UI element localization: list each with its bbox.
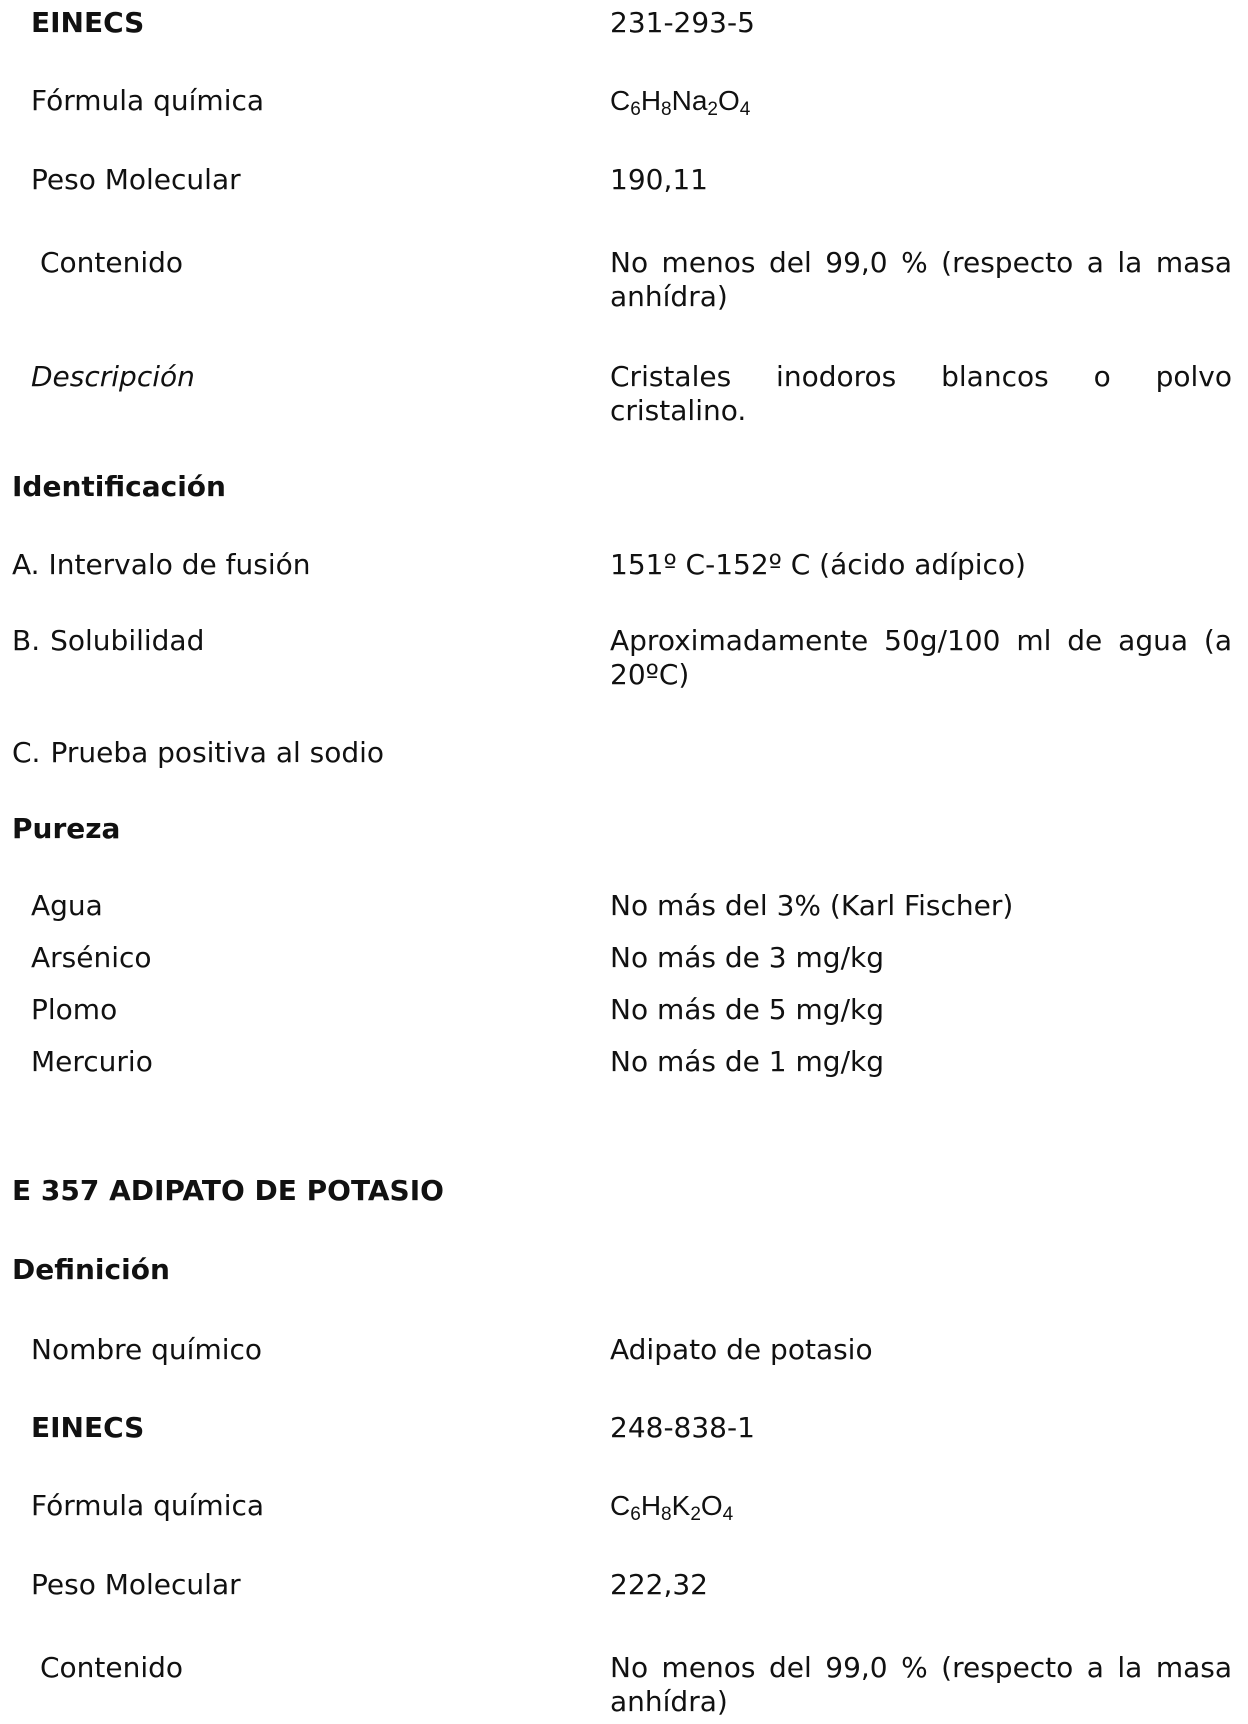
purity-row-value: No más de 5 mg/kg xyxy=(610,993,884,1026)
formula-label: Fórmula química xyxy=(31,84,265,117)
formula-element: C xyxy=(610,85,631,116)
formula-subscript: 6 xyxy=(630,1504,641,1525)
formula-element: K xyxy=(671,1490,691,1521)
content-value: No menos del 99,0 % (respecto a la masa anhídra) xyxy=(610,1651,1232,1718)
purity-heading: Pureza xyxy=(12,812,121,845)
identification-a-value: 151º C-152º C (ácido adípico) xyxy=(610,548,1026,581)
formula-subscript: 4 xyxy=(722,1504,734,1525)
einecs-value: 248-838-1 xyxy=(610,1411,755,1444)
chemical-name-value: Adipato de potasio xyxy=(610,1333,873,1366)
formula-label: Fórmula química xyxy=(31,1489,265,1522)
chemical-name-label: Nombre químico xyxy=(31,1333,263,1366)
identification-heading: Identificación xyxy=(12,470,226,503)
identification-c-label xyxy=(12,736,384,770)
content-value: No menos del 99,0 % (respecto a la masa anhídra) xyxy=(610,246,1232,313)
formula-element: O xyxy=(700,1490,723,1521)
identification-c-prefix: C. xyxy=(12,736,41,769)
purity-row-value: No más de 1 mg/kg xyxy=(610,1045,884,1078)
formula-subscript: 8 xyxy=(661,99,672,120)
description-label: Descripción xyxy=(31,360,195,393)
formula-subscript: 2 xyxy=(707,99,718,120)
formula-element: H xyxy=(640,1490,662,1521)
purity-row-label: Plomo xyxy=(31,993,118,1026)
section-title: E 357 ADIPATO DE POTASIO xyxy=(12,1174,444,1207)
definition-heading: Definición xyxy=(12,1253,170,1286)
purity-row-value: No más de 3 mg/kg xyxy=(610,941,884,974)
formula-element: Na xyxy=(671,85,708,116)
chemical-formula xyxy=(610,1489,1232,1527)
identification-b-text: Solubilidad xyxy=(50,624,205,657)
identification-b-label xyxy=(12,624,204,658)
identification-c-text: Prueba positiva al sodio xyxy=(50,736,385,769)
formula-subscript: 4 xyxy=(739,99,751,120)
molecular-weight-value: 190,11 xyxy=(610,163,708,196)
content-label: Contenido xyxy=(40,246,184,279)
description-value: Cristales inodoros blancos o polvo cristalino. xyxy=(610,360,1232,427)
chemical-formula xyxy=(610,84,1232,122)
einecs-label: EINECS xyxy=(31,6,145,39)
formula-element: H xyxy=(640,85,662,116)
purity-row-value: No más del 3% (Karl Fischer) xyxy=(610,889,1014,922)
identification-a-label: A. Intervalo de fusión xyxy=(12,548,311,581)
purity-row-label: Agua xyxy=(31,889,103,922)
molecular-weight-label: Peso Molecular xyxy=(31,163,241,196)
identification-b-prefix: B. xyxy=(12,624,41,657)
formula-subscript: 2 xyxy=(690,1504,701,1525)
content-label: Contenido xyxy=(40,1651,184,1684)
molecular-weight-label: Peso Molecular xyxy=(31,1568,241,1601)
einecs-value: 231-293-5 xyxy=(610,6,755,39)
formula-element: O xyxy=(718,85,740,116)
molecular-weight-value: 222,32 xyxy=(610,1568,708,1601)
formula-element: C xyxy=(610,1490,631,1521)
formula-subscript: 6 xyxy=(630,99,641,120)
einecs-label: EINECS xyxy=(31,1411,145,1444)
formula-subscript: 8 xyxy=(661,1504,672,1525)
purity-row-label: Arsénico xyxy=(31,941,152,974)
identification-b-value: Aproximadamente 50g/100 ml de agua (a 20ºC) xyxy=(610,624,1232,691)
purity-row-label: Mercurio xyxy=(31,1045,153,1078)
